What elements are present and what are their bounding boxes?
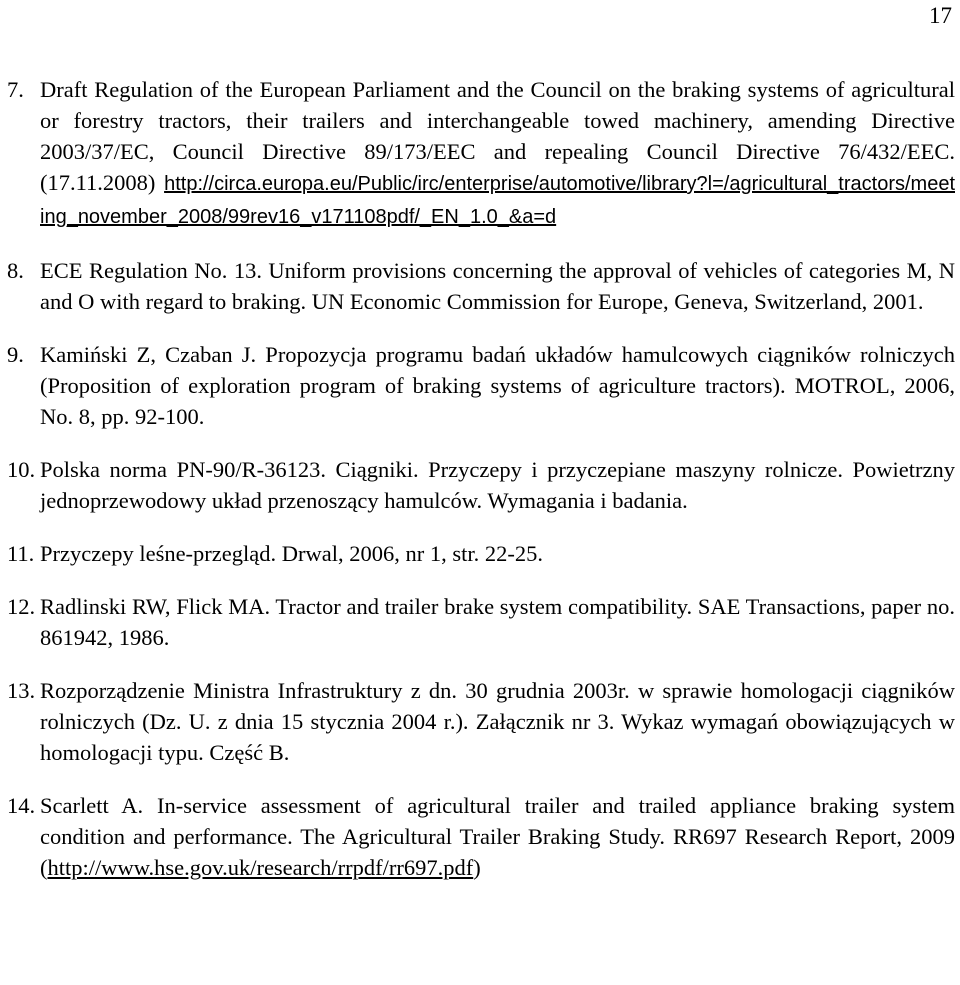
reference-text — [40, 790, 955, 883]
reference-closing: ) — [473, 855, 481, 880]
reference-text: Rozporządzenie Ministra Infrastruktury z dn. 30 grudnia 2003r. w sprawie homologacji ciągników rolniczych (Dz. U. z dnia 15 stycznia 2004 r.). Załącznik nr 3. Wykaz wymagań obowiązujących w homologacji typu. Część B. — [40, 678, 955, 765]
reference-text: Radlinski RW, Flick MA. Tractor and trailer brake system compatibility. SAE Transactions, paper no. 861942, 1986. — [40, 594, 955, 650]
reference-list — [7, 74, 955, 905]
reference-item-14 — [7, 790, 955, 883]
reference-item-8 — [7, 255, 955, 317]
reference-item-10 — [7, 454, 955, 516]
reference-item-12 — [7, 591, 955, 653]
reference-item-9 — [7, 339, 955, 432]
reference-text — [40, 74, 955, 233]
reference-number: 9. — [7, 342, 24, 367]
reference-item-7 — [7, 74, 955, 233]
reference-number: 8. — [7, 258, 24, 283]
reference-link[interactable]: http://www.hse.gov.uk/research/rrpdf/rr697.pdf — [47, 855, 474, 880]
reference-number: 11. — [7, 541, 35, 566]
page-number: 17 — [929, 3, 952, 28]
reference-citation: Scarlett A. In-service assessment of agricultural trailer and trailed appliance braking system condition and performance. The Agricultural Trailer Braking Study. RR697 Research Report, 2009 ( — [40, 793, 955, 880]
reference-number: 14. — [7, 793, 36, 818]
reference-text: ECE Regulation No. 13. Uniform provisions concerning the approval of vehicles of categories M, N and O with regard to braking. UN Economic Commission for Europe, Geneva, Switzerland, 2001. — [40, 258, 955, 314]
reference-citation: Draft Regulation of the European Parliament and the Council on the braking systems of agricultural or forestry tractors, their trailers and interchangeable towed machinery, amending Directive 2003/37/EC, Council Directive 89/173/EEC and repealing Council Directive 76/432/EEC. (17.11.2008) — [40, 77, 955, 195]
reference-text: Przyczepy leśne-przegląd. Drwal, 2006, nr 1, str. 22-25. — [40, 541, 543, 566]
reference-link[interactable]: http://circa.europa.eu/Public/irc/enterprise/automotive/library?l=/agricultural_tractors/meeting_november_2008/99rev16_v171108pdf/_EN_1.0_&a=d — [40, 173, 955, 228]
reference-number: 10. — [7, 457, 36, 482]
reference-number: 12. — [7, 594, 36, 619]
reference-text: Kamiński Z, Czaban J. Propozycja programu badań układów hamulcowych ciągników rolniczych (Proposition of exploration program of braking systems of agriculture tractors). MOTROL, 2006, No. 8, pp. 92-100. — [40, 342, 955, 429]
reference-text: Polska norma PN-90/R-36123. Ciągniki. Przyczepy i przyczepiane maszyny rolnicze. Powietrzny jednoprzewodowy układ przenoszący hamulców. Wymagania i badania. — [40, 457, 955, 513]
reference-item-11 — [7, 538, 955, 569]
reference-number: 13. — [7, 678, 36, 703]
reference-number: 7. — [7, 77, 24, 102]
reference-item-13 — [7, 675, 955, 768]
